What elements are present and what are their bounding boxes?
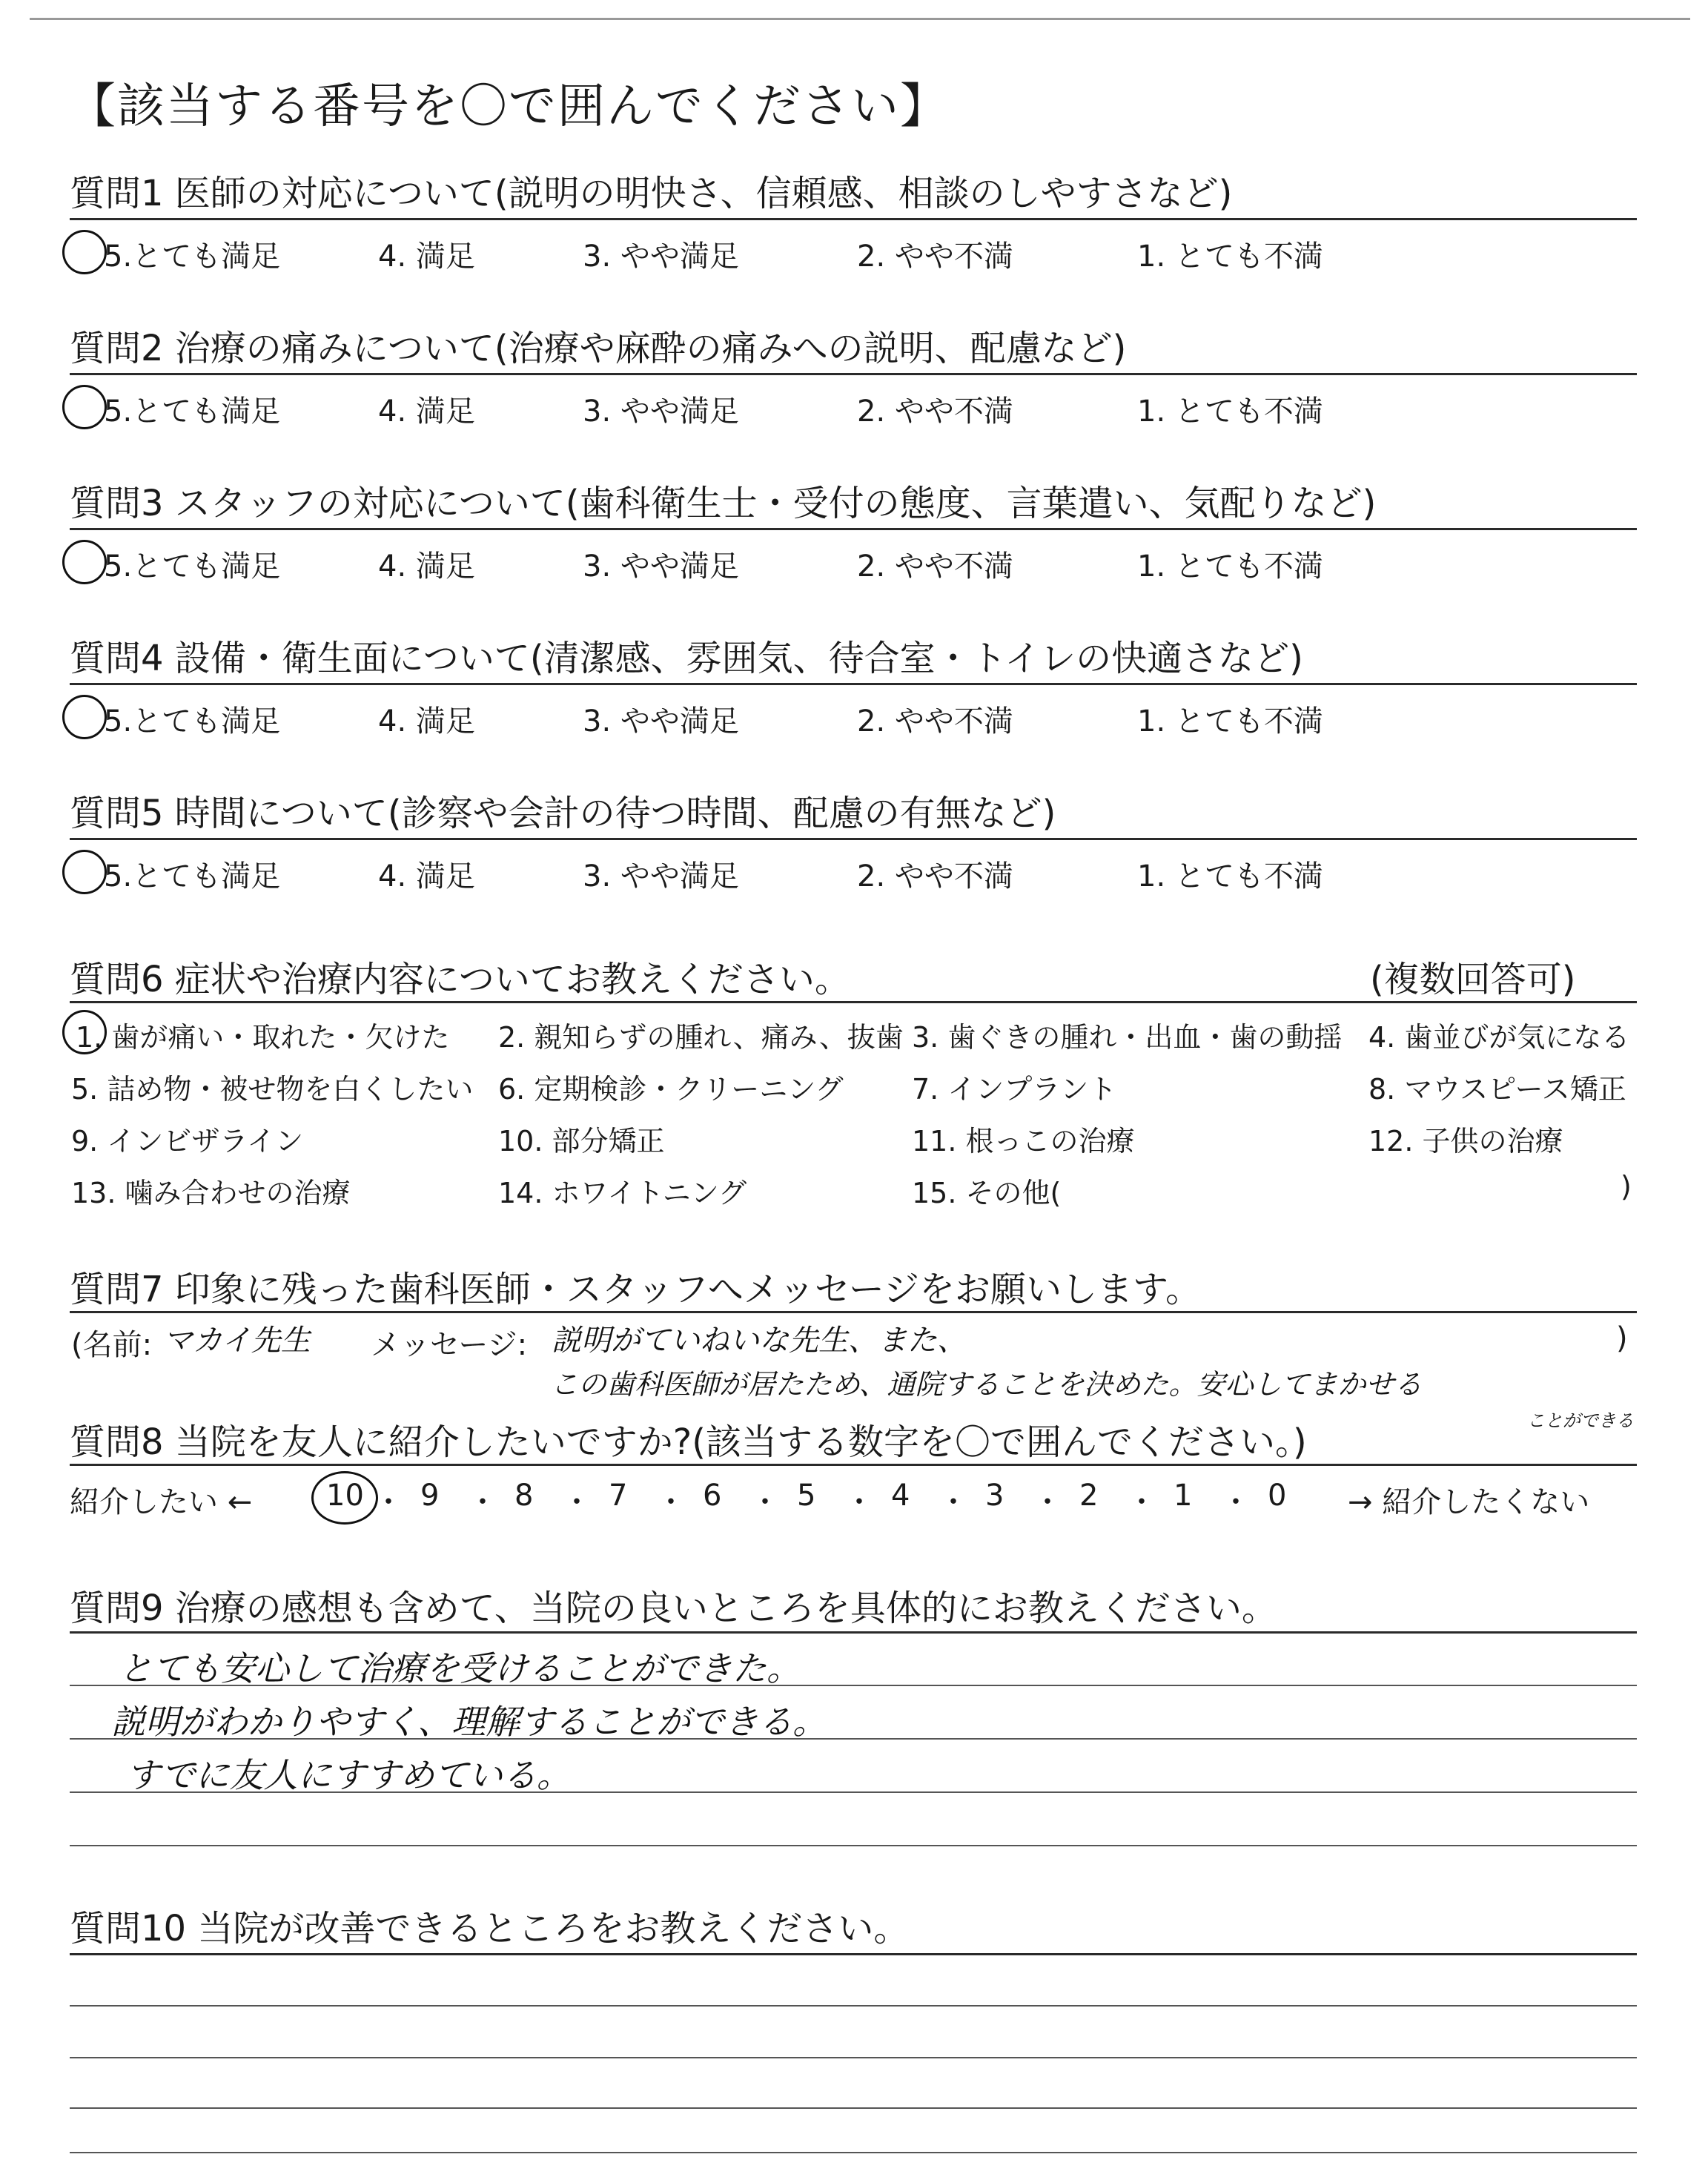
q8-scale-10[interactable]: 10: [326, 1479, 364, 1513]
q2-option-1[interactable]: 1. とても不満: [1137, 394, 1323, 429]
q7-message-line3: ことができる: [1527, 1410, 1634, 1431]
q1-rule: [70, 218, 1637, 220]
q4-option-3[interactable]: 3. やや満足: [583, 704, 739, 739]
q6-label: 質問6 症状や治療内容についてお教えください。: [70, 959, 850, 1000]
q7-name-label: (名前:: [71, 1328, 153, 1362]
q1-option-3[interactable]: 3. やや満足: [583, 240, 739, 274]
q6-option-11[interactable]: 11. 根っこの治療: [912, 1125, 1135, 1157]
q8-rule: [70, 1464, 1637, 1466]
q2-selection-circle: [62, 385, 107, 429]
q4-option-5[interactable]: 5.とても満足: [104, 704, 281, 739]
q3-option-2[interactable]: 2. やや不満: [857, 549, 1013, 584]
q8-scale-4[interactable]: 4: [891, 1479, 910, 1513]
q3-label: 質問3 スタッフの対応について(歯科衛生士・受付の態度、言葉遣い、気配りなど): [70, 483, 1377, 524]
q5-option-1[interactable]: 1. とても不満: [1137, 859, 1323, 894]
q8-scale-separator: ・: [844, 1485, 874, 1519]
q9-label: 質問9 治療の感想も含めて、当院の良いところを具体的にお教えください。: [70, 1588, 1277, 1629]
q5-option-4[interactable]: 4. 満足: [378, 859, 475, 894]
q6-option-14[interactable]: 14. ホワイトニング: [498, 1177, 747, 1209]
q2-label: 質問2 治療の痛みについて(治療や麻酔の痛みへの説明、配慮など): [70, 328, 1127, 369]
q8-right-label: → 紹介したくない: [1348, 1485, 1590, 1519]
q4-option-2[interactable]: 2. やや不満: [857, 704, 1013, 739]
q10-line-3: [70, 2107, 1637, 2109]
q8-scale-3[interactable]: 3: [985, 1479, 1004, 1513]
q1-option-5[interactable]: 5.とても満足: [104, 240, 281, 274]
q3-rule: [70, 528, 1637, 530]
q10-line-1: [70, 2005, 1637, 2007]
q10-line-2: [70, 2057, 1637, 2058]
q8-scale-separator: ・: [939, 1485, 968, 1519]
q8-scale-separator: ・: [750, 1485, 780, 1519]
q4-rule: [70, 683, 1637, 685]
q8-scale-0[interactable]: 0: [1268, 1479, 1287, 1513]
q7-name-value: マカイ先生: [163, 1324, 311, 1358]
q8-scale-separator: ・: [562, 1485, 592, 1519]
q8-scale-5[interactable]: 5: [797, 1479, 816, 1513]
q3-option-5[interactable]: 5.とても満足: [104, 549, 281, 584]
q5-option-5[interactable]: 5.とても満足: [104, 859, 281, 894]
q1-option-4[interactable]: 4. 満足: [378, 240, 475, 274]
q10-label: 質問10 当院が改善できるところをお教えください。: [70, 1908, 910, 1949]
page-title: 【該当する番号を〇で囲んでください】: [68, 79, 949, 134]
q8-scale-2[interactable]: 2: [1079, 1479, 1099, 1513]
q6-option-15[interactable]: 15. その他(: [912, 1177, 1062, 1209]
q6-option-3[interactable]: 3. 歯ぐきの腫れ・出血・歯の動揺: [912, 1021, 1343, 1054]
q2-option-3[interactable]: 3. やや満足: [583, 394, 739, 429]
q5-option-3[interactable]: 3. やや満足: [583, 859, 739, 894]
q7-label: 質問7 印象に残った歯科医師・スタッフへメッセージをお願いします。: [70, 1269, 1202, 1310]
q7-message-label: メッセージ:: [371, 1328, 528, 1362]
q1-selection-circle: [62, 230, 107, 274]
q2-option-5[interactable]: 5.とても満足: [104, 394, 281, 429]
page-top-rule: [30, 18, 1690, 20]
q9-answer-1: とても安心して治療を受けることができた。: [119, 1648, 801, 1688]
q6-note: (複数回答可): [1370, 959, 1576, 1000]
q1-label: 質問1 医師の対応について(説明の明快さ、信頼感、相談のしやすさなど): [70, 173, 1233, 214]
q10-line-4: [70, 2152, 1637, 2153]
q7-message-line2: この歯科医師が居たため、通院することを決めた。安心してまかせる: [550, 1368, 1423, 1401]
q9-answer-2: 説明がわかりやすく、理解することができる。: [111, 1702, 827, 1742]
q3-option-3[interactable]: 3. やや満足: [583, 549, 739, 584]
q4-selection-circle: [62, 695, 107, 739]
q6-rule: [70, 1001, 1637, 1003]
q7-message-line1: 説明がていねいな先生、また、: [552, 1324, 967, 1358]
q1-option-1[interactable]: 1. とても不満: [1137, 240, 1323, 274]
q2-rule: [70, 373, 1637, 375]
q5-selection-circle: [62, 850, 107, 894]
q6-option-9[interactable]: 9. インビザライン: [71, 1125, 304, 1157]
q8-left-label: 紹介したい ←: [70, 1485, 253, 1519]
q10-rule: [70, 1953, 1637, 1955]
q7-close-paren: ): [1616, 1321, 1628, 1355]
q9-answer-3: すでに友人にすすめている。: [126, 1755, 571, 1795]
q6-option-6[interactable]: 6. 定期検診・クリーニング: [498, 1073, 844, 1106]
q8-scale-separator: ・: [656, 1485, 686, 1519]
q6-option-10[interactable]: 10. 部分矯正: [498, 1125, 665, 1157]
q7-rule: [70, 1311, 1637, 1313]
q3-option-1[interactable]: 1. とても不満: [1137, 549, 1323, 584]
q8-scale-separator: ・: [1221, 1485, 1251, 1519]
q9-line-4: [70, 1845, 1637, 1846]
q6-other-close-paren: ): [1621, 1170, 1632, 1203]
q4-option-1[interactable]: 1. とても不満: [1137, 704, 1323, 739]
q6-option-13[interactable]: 13. 噛み合わせの治療: [71, 1177, 351, 1209]
q6-option-1[interactable]: 1. 歯が痛い・取れた・欠けた: [76, 1021, 450, 1054]
q5-option-2[interactable]: 2. やや不満: [857, 859, 1013, 894]
q9-rule: [70, 1631, 1637, 1634]
q6-option-4[interactable]: 4. 歯並びが気になる: [1368, 1021, 1630, 1054]
q6-option-5[interactable]: 5. 詰め物・被せ物を白くしたい: [71, 1073, 474, 1106]
q8-scale-separator: ・: [1033, 1485, 1062, 1519]
q8-scale-separator: ・: [468, 1485, 497, 1519]
q8-scale-8[interactable]: 8: [514, 1479, 534, 1513]
q8-scale-1[interactable]: 1: [1174, 1479, 1193, 1513]
q6-option-2[interactable]: 2. 親知らずの腫れ、痛み、抜歯: [498, 1021, 904, 1054]
q6-option-12[interactable]: 12. 子供の治療: [1368, 1125, 1563, 1157]
q8-scale-separator: ・: [1127, 1485, 1156, 1519]
q8-scale-6[interactable]: 6: [703, 1479, 722, 1513]
q8-scale-7[interactable]: 7: [609, 1479, 628, 1513]
q3-selection-circle: [62, 540, 107, 584]
q1-option-2[interactable]: 2. やや不満: [857, 240, 1013, 274]
q8-selection-circle: [311, 1471, 378, 1525]
q8-scale-separator: ・: [374, 1485, 403, 1519]
q8-scale-9[interactable]: 9: [420, 1479, 440, 1513]
q6-option-7[interactable]: 7. インプラント: [912, 1073, 1117, 1106]
q3-option-4[interactable]: 4. 満足: [378, 549, 475, 584]
q5-label: 質問5 時間について(診察や会計の待つ時間、配慮の有無など): [70, 793, 1056, 834]
q6-option-8[interactable]: 8. マウスピース矯正: [1368, 1073, 1626, 1106]
q4-option-4[interactable]: 4. 満足: [378, 704, 475, 739]
q5-rule: [70, 838, 1637, 840]
q6-selection-circle: [62, 1010, 107, 1054]
q2-option-2[interactable]: 2. やや不満: [857, 394, 1013, 429]
q2-option-4[interactable]: 4. 満足: [378, 394, 475, 429]
q4-label: 質問4 設備・衛生面について(清潔感、雰囲気、待合室・トイレの快適さなど): [70, 638, 1303, 679]
q8-label: 質問8 当院を友人に紹介したいですか?(該当する数字を〇で囲んでください。): [70, 1421, 1307, 1463]
